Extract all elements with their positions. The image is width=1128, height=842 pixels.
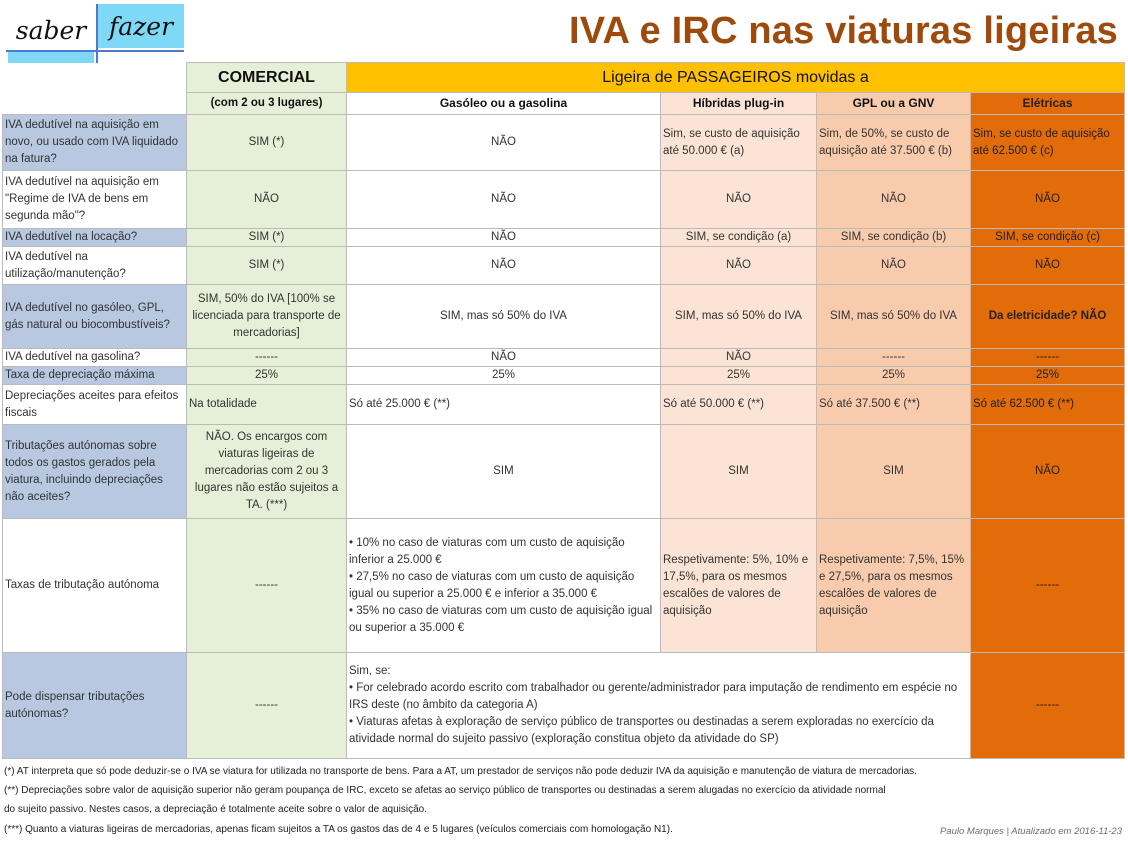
cell-gasoleo: NÃO [347, 229, 661, 247]
table-row [3, 349, 1125, 367]
dispensa-condition-1: • For celebrado acordo escrito com trabalhador ou gerente/administrador para imputação de rendimento em espécie no IRS deste (no âmbito da categoria A) [349, 682, 958, 711]
cell-hibridas: NÃO [661, 247, 817, 285]
table-row [3, 653, 1125, 759]
cell-hibridas: Só até 50.000 € (**) [661, 385, 817, 425]
page-title: IVA e IRC nas viaturas ligeiras [569, 10, 1118, 52]
col-gpl: GPL ou a GNV [817, 93, 971, 115]
cell-gasoleo: 25% [347, 367, 661, 385]
cell-comercial: ------ [187, 349, 347, 367]
col-hibridas: Híbridas plug-in [661, 93, 817, 115]
dispensa-intro: Sim, se: [349, 665, 391, 677]
cell-gasoleo: NÃO [347, 115, 661, 171]
table-row [3, 171, 1125, 229]
cell-comercial: SIM, 50% do IVA [100% se licenciada para transporte de mercadorias] [187, 285, 347, 349]
logo-word-saber-top: saber [8, 8, 94, 52]
logo-word-fazer-top: fazer [98, 4, 184, 48]
logo-divider-horizontal [6, 50, 184, 52]
cell-gpl: 25% [817, 367, 971, 385]
table-row [3, 285, 1125, 349]
cell-eletricas: Só até 62.500 € (**) [971, 385, 1125, 425]
cell-hibridas: Respetivamente: 5%, 10% e 17,5%, para os mesmos escalões de valores de aquisição [661, 519, 817, 653]
cell-comercial: NÃO [187, 171, 347, 229]
cell-comercial: ------ [187, 519, 347, 653]
cell-hibridas: NÃO [661, 171, 817, 229]
cell-eletricas: NÃO [971, 171, 1125, 229]
footnote-1: (*) AT interpreta que só pode deduzir-se o IVA se viatura for utilizada no transporte de bens. Para a AT, um prestador de serviços não pode deduzir IVA da aquisição e manutenção de viatura de mercadorias. [4, 766, 917, 777]
footnote-2: (**) Depreciações sobre valor de aquisição superior não geram poupança de IRC, exceto se afetas ao serviço público de transportes ou destinadas a serem alugadas no exercício da atividade normal [4, 785, 886, 796]
row-label: IVA dedutível no gasóleo, GPL, gás natural ou biocombustíveis? [3, 285, 187, 349]
cell-eletricas: SIM, se condição (c) [971, 229, 1125, 247]
rate-line-35: • 35% no caso de viaturas com um custo de aquisição igual ou superior a 35.000 € [349, 604, 653, 634]
col-eletricas: Elétricas [971, 93, 1125, 115]
cell-eletricas: ------ [971, 519, 1125, 653]
table-row [3, 425, 1125, 519]
cell-gpl: Respetivamente: 7,5%, 15% e 27,5%, para os mesmos escalões de valores de aquisição [817, 519, 971, 653]
cell-passageiros-dispensa [347, 653, 971, 759]
cell-comercial: ------ [187, 653, 347, 759]
header-blank [3, 63, 187, 115]
footnote-2-cont: do sujeito passivo. Nestes casos, a depreciação é totalmente aceite sobre o valor de aquisição. [4, 804, 428, 815]
table-row [3, 247, 1125, 285]
cell-eletricas: Da eletricidade? NÃO [971, 285, 1125, 349]
row-label: Depreciações aceites para efeitos fiscais [3, 385, 187, 425]
cell-gpl: NÃO [817, 247, 971, 285]
cell-gpl: Só até 37.500 € (**) [817, 385, 971, 425]
cell-hibridas: SIM, mas só 50% do IVA [661, 285, 817, 349]
header-commercial: COMERCIAL [187, 63, 347, 93]
cell-hibridas: Sim, se custo de aquisição até 50.000 € (a) [661, 115, 817, 171]
row-label: Pode dispensar tributações autónomas? [3, 653, 187, 759]
footnote-3: (***) Quanto a viaturas ligeiras de mercadorias, apenas ficam sujeitos a TA os gastos das de 4 e 5 lugares (veículos comerciais com homologação N1). [4, 824, 673, 835]
table-row [3, 229, 1125, 247]
rate-line-10: • 10% no caso de viaturas com um custo de aquisição inferior a 25.000 € [349, 536, 625, 566]
table-row [3, 385, 1125, 425]
cell-gpl: NÃO [817, 171, 971, 229]
table-row [3, 115, 1125, 171]
rate-line-27: • 27,5% no caso de viaturas com um custo de aquisição igual ou superior a 25.000 € e inferior a 35.000 € [349, 570, 635, 600]
cell-gasoleo: SIM, mas só 50% do IVA [347, 285, 661, 349]
cell-hibridas: SIM [661, 425, 817, 519]
cell-comercial: 25% [187, 367, 347, 385]
row-label: IVA dedutível na gasolina? [3, 349, 187, 367]
cell-eletricas: ------ [971, 349, 1125, 367]
cell-gasoleo: NÃO [347, 171, 661, 229]
cell-gasoleo [347, 519, 661, 653]
col-gasoleo: Gasóleo ou a gasolina [347, 93, 661, 115]
cell-comercial: SIM (*) [187, 115, 347, 171]
cell-hibridas: NÃO [661, 349, 817, 367]
row-label: IVA dedutível na utilização/manutenção? [3, 247, 187, 285]
row-label: IVA dedutível na locação? [3, 229, 187, 247]
row-label: IVA dedutível na aquisição em "Regime de IVA de bens em segunda mão"? [3, 171, 187, 229]
comparison-table [2, 62, 1125, 759]
row-label: IVA dedutível na aquisição em novo, ou usado com IVA liquidado na fatura? [3, 115, 187, 171]
row-label: Taxas de tributação autónoma [3, 519, 187, 653]
cell-hibridas: 25% [661, 367, 817, 385]
cell-eletricas: ------ [971, 653, 1125, 759]
cell-eletricas: Sim, se custo de aquisição até 62.500 € (c) [971, 115, 1125, 171]
cell-gpl: SIM, mas só 50% do IVA [817, 285, 971, 349]
cell-eletricas: 25% [971, 367, 1125, 385]
cell-comercial: Na totalidade [187, 385, 347, 425]
cell-hibridas: SIM, se condição (a) [661, 229, 817, 247]
cell-gpl: SIM [817, 425, 971, 519]
table-row [3, 367, 1125, 385]
table-row [3, 519, 1125, 653]
cell-gasoleo: NÃO [347, 247, 661, 285]
row-label: Taxa de depreciação máxima [3, 367, 187, 385]
cell-gpl: SIM, se condição (b) [817, 229, 971, 247]
cell-gpl: Sim, de 50%, se custo de aquisição até 37.500 € (b) [817, 115, 971, 171]
author-credit: Paulo Marques | Atualizado em 2016-11-23 [939, 826, 1122, 837]
cell-eletricas: NÃO [971, 247, 1125, 285]
header-passenger: Ligeira de PASSAGEIROS movidas a [347, 63, 1125, 93]
cell-comercial: SIM (*) [187, 247, 347, 285]
cell-comercial: SIM (*) [187, 229, 347, 247]
cell-eletricas: NÃO [971, 425, 1125, 519]
row-label: Tributações autónomas sobre todos os gastos gerados pela viatura, incluindo depreciações não aceites? [3, 425, 187, 519]
cell-comercial: NÃO. Os encargos com viaturas ligeiras de mercadorias com 2 ou 3 lugares não estão sujeitos a TA. (***) [187, 425, 347, 519]
cell-gasoleo: Só até 25.000 € (**) [347, 385, 661, 425]
cell-gpl: ------ [817, 349, 971, 367]
cell-gasoleo: NÃO [347, 349, 661, 367]
cell-gasoleo: SIM [347, 425, 661, 519]
dispensa-condition-2: • Viaturas afetas à exploração de serviço público de transportes ou destinadas a serem exploradas no exercício da atividade normal do sujeito passivo (exploração constitua objeto da atividade do SP) [349, 716, 934, 745]
header-commercial-sub: (com 2 ou 3 lugares) [187, 93, 347, 115]
